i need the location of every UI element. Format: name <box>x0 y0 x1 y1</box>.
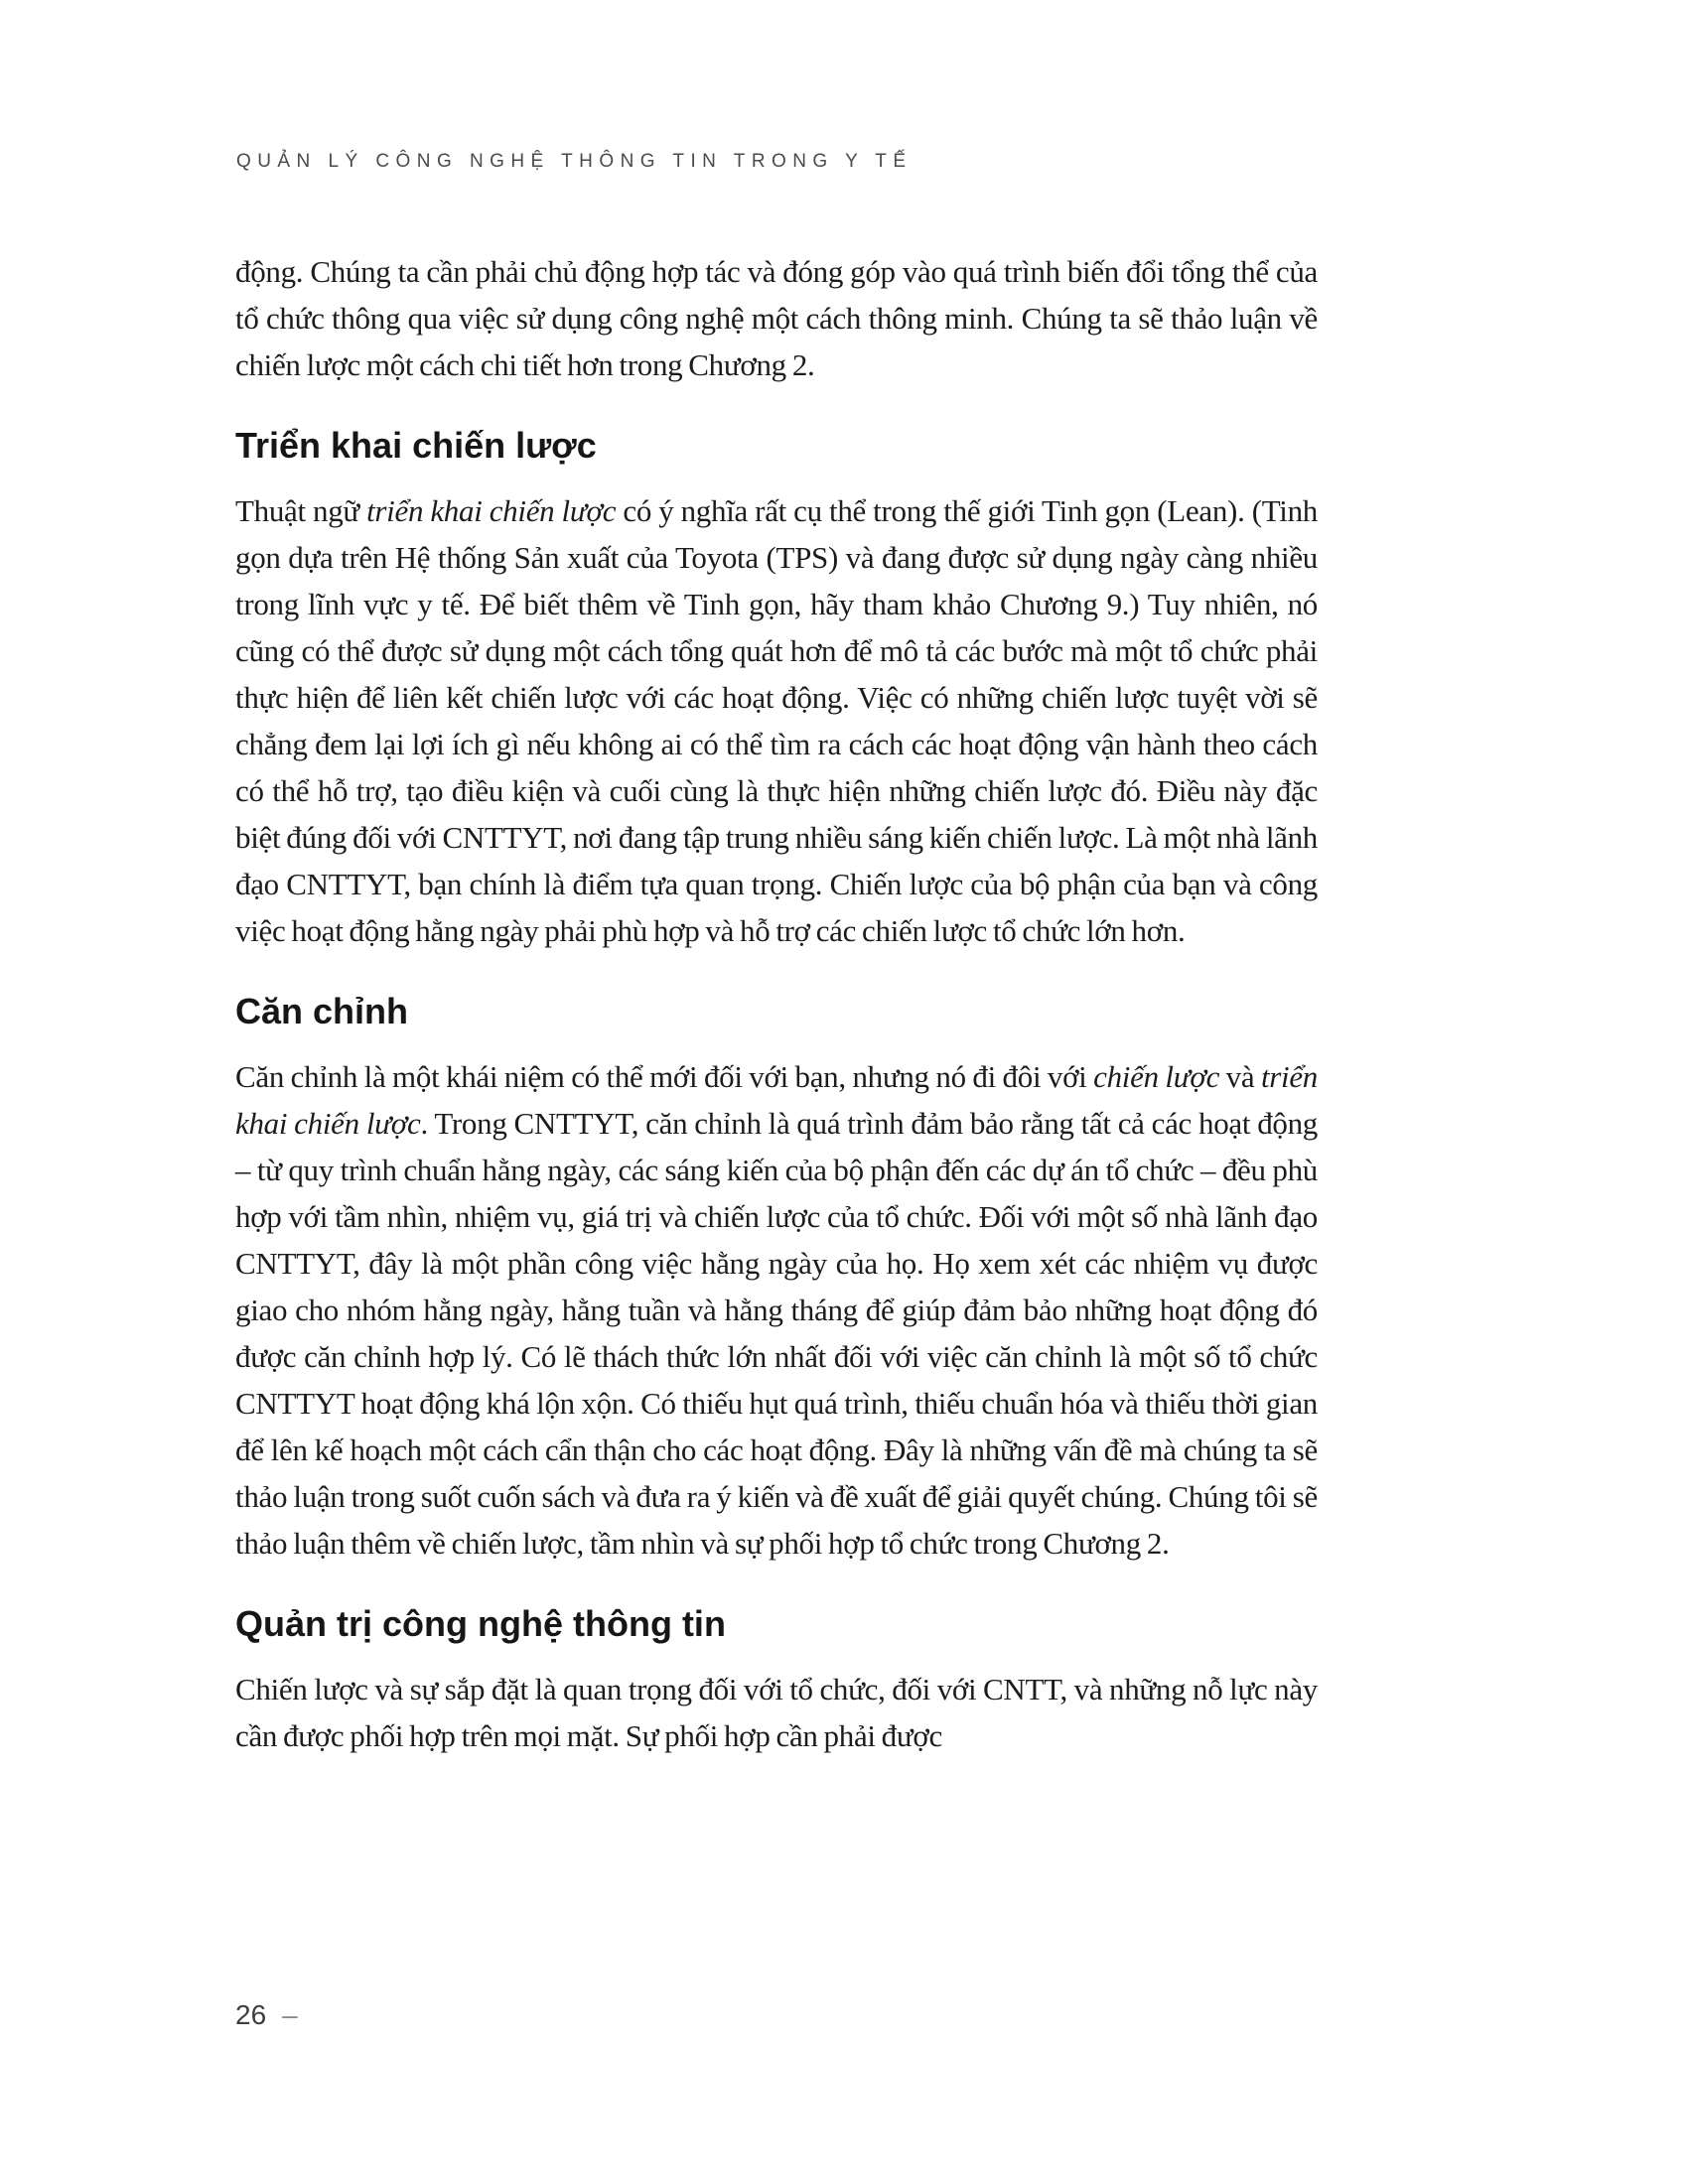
footer-dash: – <box>282 1999 298 2030</box>
running-header: QUẢN LÝ CÔNG NGHỆ THÔNG TIN TRONG Y TẾ <box>236 151 913 172</box>
text-segment: và <box>1219 1059 1261 1094</box>
text-segment: có ý nghĩa rất cụ thể trong thế giới Tinh gọn (Lean). (Tinh gọn dựa trên Hệ thống Sản xuất của Toyota (TPS) và đang được sử dụng ngày càng nhiều trong lĩnh vực y tế. Để biết thêm về Tinh gọn, hãy tham khảo Chương 9.) Tuy nhiên, nó cũng có thể được sử dụng một cách tổng quát hơn để mô tả các bước mà một tổ chức phải thực hiện để liên kết chiến lược với các hoạt động. Việc có những chiến lược tuyệt vời sẽ chẳng đem lại lợi ích gì nếu không ai có thể tìm ra cách các hoạt động vận hành theo cách có thể hỗ trợ, tạo điều kiện và cuối cùng là thực hiện những chiến lược đó. Điều này đặc biệt đúng đối với CNTTYT, nơi đang tập trung nhiều sáng kiến chiến lược. Là một nhà lãnh đạo CNTTYT, bạn chính là điểm tựa quan trọng. Chiến lược của bộ phận của bạn và công việc hoạt động hằng ngày phải phù hợp và hỗ trợ các chiến lược tổ chức lớn hơn. <box>235 493 1318 948</box>
body-paragraph <box>235 1666 1318 1759</box>
text-segment: động. Chúng ta cần phải chủ động hợp tác và đóng góp vào quá trình biến đổi tổng thể của tổ chức thông qua việc sử dụng công nghệ một cách thông minh. Chúng ta sẽ thảo luận về chiến lược một cách chi tiết hơn trong Chương 2. <box>235 254 1318 382</box>
page-footer <box>235 1999 298 2031</box>
text-segment: Thuật ngữ <box>235 493 367 528</box>
body-paragraph <box>235 487 1318 954</box>
body-paragraph <box>235 248 1318 388</box>
text-segment: . Trong CNTTYT, căn chỉnh là quá trình đảm bảo rằng tất cả các hoạt động – từ quy trình chuẩn hằng ngày, các sáng kiến của bộ phận đến các dự án tổ chức – đều phù hợp với tầm nhìn, nhiệm vụ, giá trị và chiến lược của tổ chức. Đối với một số nhà lãnh đạo CNTTYT, đây là một phần công việc hằng ngày của họ. Họ xem xét các nhiệm vụ được giao cho nhóm hằng ngày, hằng tuần và hằng tháng để giúp đảm bảo những hoạt động đó được căn chỉnh hợp lý. Có lẽ thách thức lớn nhất đối với việc căn chỉnh là một số tổ chức CNTTYT hoạt động khá lộn xộn. Có thiếu hụt quá trình, thiếu chuẩn hóa và thiếu thời gian để lên kế hoạch một cách cẩn thận cho các hoạt động. Đây là những vấn đề mà chúng ta sẽ thảo luận trong suốt cuốn sách và đưa ra ý kiến và đề xuất để giải quyết chúng. Chúng tôi sẽ thảo luận thêm về chiến lược, tầm nhìn và sự phối hợp tổ chức trong Chương 2. <box>235 1106 1318 1561</box>
section-heading: Quản trị công nghệ thông tin <box>235 1603 726 1644</box>
italic-text-segment: triển khai chiến lược <box>366 493 617 528</box>
text-segment: Căn chỉnh là một khái niệm có thể mới đối với bạn, nhưng nó đi đôi với <box>235 1059 1094 1094</box>
body-paragraph <box>235 1053 1318 1567</box>
section-heading: Căn chỉnh <box>235 991 409 1031</box>
text-segment: Chiến lược và sự sắp đặt là quan trọng đối với tổ chức, đối với CNTT, và những nỗ lực này cần được phối hợp trên mọi mặt. Sự phối hợp cần phải được <box>235 1672 1318 1753</box>
italic-text-segment: triển khai chiến lược <box>235 1059 1319 1141</box>
section-heading: Triển khai chiến lược <box>235 425 597 466</box>
italic-text-segment: chiến lược <box>1093 1059 1220 1094</box>
page-number: 26 <box>235 1999 267 2030</box>
page-content <box>235 248 1318 1759</box>
